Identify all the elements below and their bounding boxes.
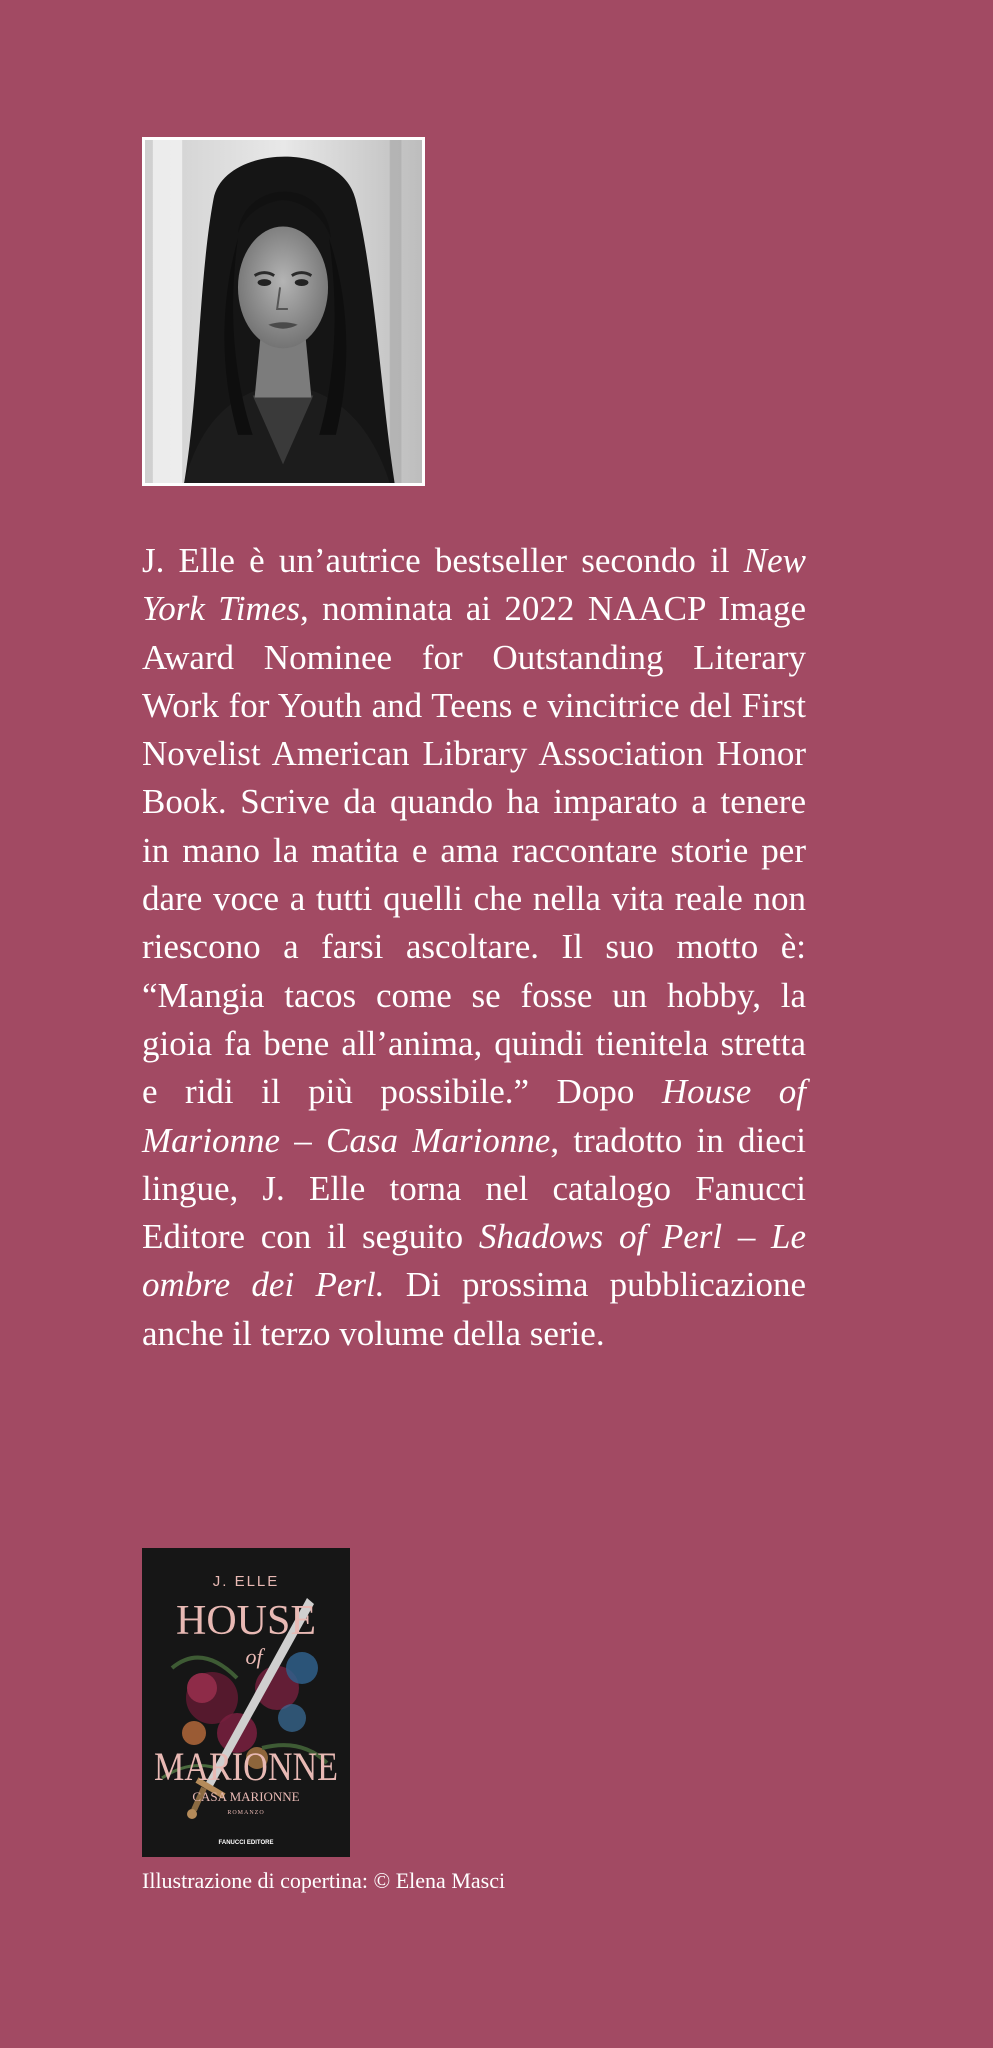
cover-publisher: FANUCCI EDITORE	[218, 1840, 274, 1846]
book-cover-art	[142, 1548, 350, 1857]
author-photo	[142, 137, 425, 486]
book-cover	[142, 1548, 350, 1857]
cover-credit: Illustrazione di copertina: © Elena Masci	[142, 1868, 506, 1893]
bio-text-newspaper: New York Times	[142, 541, 806, 629]
bio-text-4: Di prossima pubblicazione anche il terzo volume della serie.	[142, 1265, 806, 1353]
cover-author: J. ELLE	[212, 1573, 280, 1590]
cover-genre: ROMANZO	[227, 1810, 265, 1816]
cover-subtitle: CASA MARIONNE	[192, 1789, 300, 1804]
author-portrait-image	[145, 140, 422, 483]
bio-text-1: J. Elle è un’autrice bestseller secondo il	[142, 541, 744, 580]
author-bio	[142, 537, 806, 1358]
cover-title-of: of	[245, 1644, 263, 1669]
bio-text-2: , nominata ai 2022 NAACP Image Award Nominee for Outstanding Literary Work for Youth and Teens e vincitrice del First Novelist American Library Association Honor Book. Scrive da quando ha imparato a tenere in mano la matita e ama raccontare storie per dare voce a tutti quelli che nella vita reale non riescono a farsi ascoltare. Il suo motto è: “Mangia tacos come se fosse un hobby, la gioia fa bene all’anima, quindi tienitela stretta e ridi il più possibile.” Dopo	[142, 589, 806, 1112]
bio-text-3: , tradotto in dieci lingue, J. Elle torna nel catalogo Fanucci Editore con il seguito	[142, 1120, 806, 1257]
cover-title-top: HOUSE	[175, 1598, 317, 1644]
bio-text-second-book: Shadows of Perl – Le ombre dei Perl.	[142, 1217, 806, 1305]
bio-text-first-book: House of Marionne – Casa Marionne	[142, 1072, 807, 1160]
cover-title-bottom: MARIONNE	[154, 1744, 338, 1789]
